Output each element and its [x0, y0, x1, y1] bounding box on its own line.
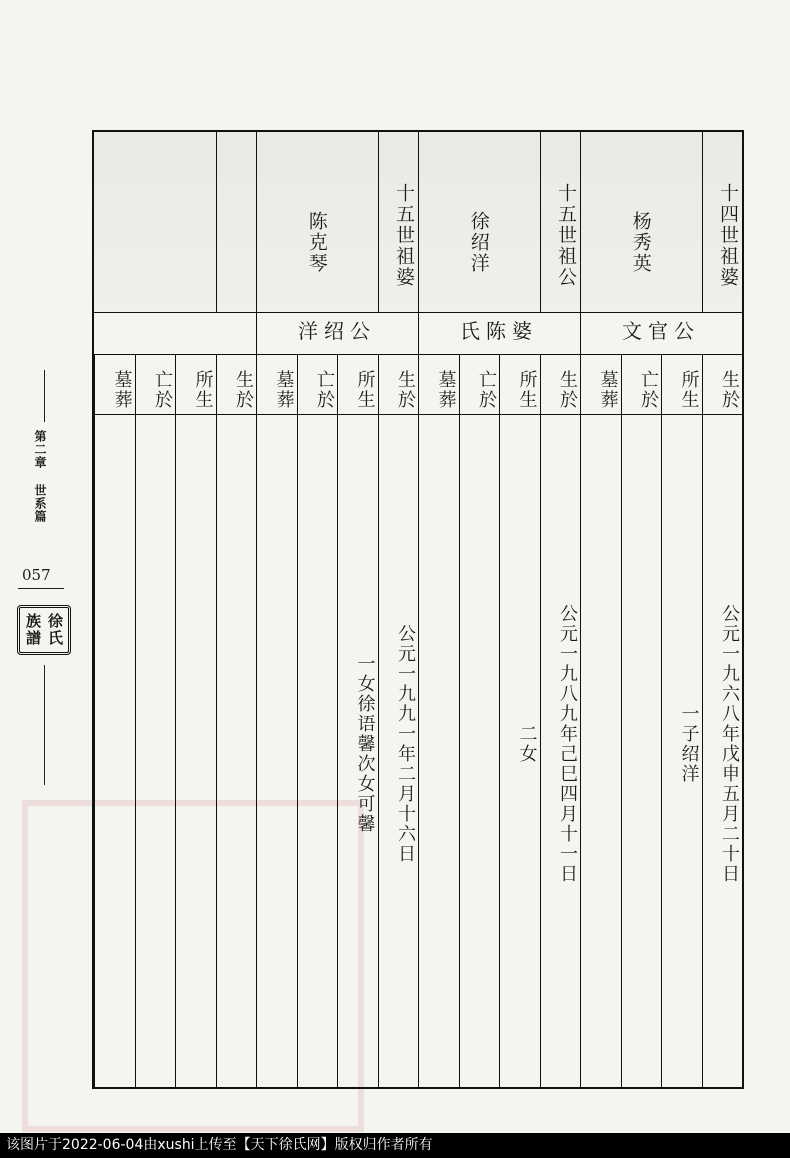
genealogy-table: [92, 130, 744, 1089]
field-value: [580, 424, 621, 1064]
field-label: 生於: [395, 370, 416, 410]
family-seal: 徐氏族譜: [17, 605, 71, 655]
section-divider: [580, 132, 581, 1087]
field-value: 一女徐语馨次女可馨: [354, 654, 376, 834]
field-label: 所生: [354, 370, 376, 410]
spouse-header: 文官公: [622, 319, 700, 343]
field-value: [135, 424, 176, 1064]
field-label: 亡於: [638, 370, 659, 410]
field-label: 所生: [192, 370, 214, 410]
field-value: [175, 424, 216, 1064]
field-label: 生於: [233, 370, 254, 410]
section-divider: [256, 132, 257, 1087]
field-label: 亡於: [476, 370, 497, 410]
field-value: 公元一九八九年己巳四月十一日: [557, 604, 578, 884]
field-value: [216, 424, 257, 1064]
spouse-header: 洋绍公: [298, 319, 376, 343]
section-divider: [418, 132, 419, 1087]
person-name: 徐绍洋: [467, 210, 490, 274]
person-name: [94, 187, 216, 297]
field-label: 墓葬: [597, 370, 619, 410]
field-label: 所生: [516, 370, 538, 410]
field-label: 亡於: [152, 370, 173, 410]
field-label: 墓葬: [273, 370, 295, 410]
page-number-rule: [18, 588, 64, 589]
person-name: 杨秀英: [629, 210, 652, 274]
field-value: [94, 424, 135, 1064]
margin-rule-top: [44, 370, 45, 422]
field-value: 一子绍洋: [678, 704, 700, 784]
field-value: [621, 424, 662, 1064]
spouse-header: [94, 320, 256, 350]
field-value: 公元一九六八年戊申五月二十日: [719, 604, 740, 884]
field-value: [256, 424, 297, 1064]
margin-rule-bottom: [44, 665, 45, 785]
field-label: 亡於: [314, 370, 335, 410]
field-value: 二女: [516, 724, 538, 764]
spouse-header: 氏陈婆: [460, 319, 538, 343]
generation-title: 十四世祖婆: [717, 182, 739, 288]
field-label: 生於: [557, 370, 578, 410]
field-label: 墓葬: [435, 370, 457, 410]
footer-copyright: 该图片于2022-06-04由xushi上传至【天下徐氏网】版权归作者所有: [0, 1133, 790, 1158]
page-number: 057: [22, 566, 51, 584]
generation-title: 十五世祖婆: [393, 182, 415, 288]
field-value: [418, 424, 459, 1064]
chapter-title: 第二章 世系篇: [33, 430, 47, 523]
field-value: 公元一九九一年二月十六日: [395, 624, 416, 864]
field-value: [459, 424, 500, 1064]
field-label: 生於: [719, 370, 740, 410]
field-value: [297, 424, 338, 1064]
field-label: 所生: [678, 370, 700, 410]
field-label: 墓葬: [111, 370, 133, 410]
generation-title: [216, 160, 257, 310]
generation-title: 十五世祖公: [555, 182, 577, 288]
person-name: 陈克琴: [305, 210, 328, 274]
